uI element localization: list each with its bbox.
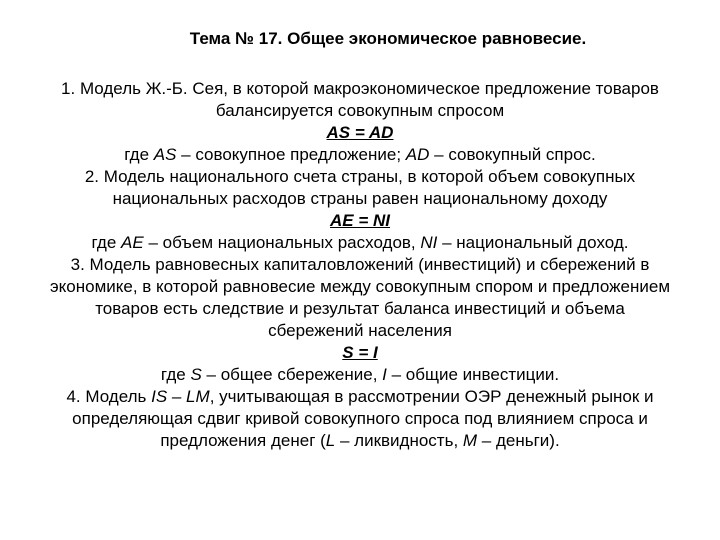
model-3-text-line-3: товаров есть следствие и результат баланса инвестиций и объема — [95, 299, 625, 318]
formula-as-ad: AS = AD — [326, 123, 394, 142]
definition-prefix: где — [91, 233, 122, 252]
definition-text: – ликвидность, — [335, 431, 463, 450]
definition-text: – объем национальных расходов, — [143, 233, 421, 252]
definition-text: – общее сбережение, — [201, 365, 383, 384]
definition-text: – национальный доход. — [437, 233, 629, 252]
model-4-prefix: 4. Модель — [66, 387, 152, 406]
term-l: L — [325, 431, 336, 450]
formula-ae-ni: AE = NI — [330, 211, 390, 230]
definition-prefix: где — [160, 365, 191, 384]
model-2-text-line-2: национальных расходов страны равен национальному доходу — [112, 189, 608, 208]
term-m: M — [462, 431, 478, 450]
definition-text: – совокупный спрос. — [429, 145, 596, 164]
term-s: S — [190, 365, 202, 384]
model-1-definition — [0, 144, 720, 165]
model-3-text-line-2: экономике, в которой равновесие между совокупным спором и предложением — [49, 277, 671, 296]
term-ad: AD — [405, 145, 430, 164]
slide-title: Тема № 17. Общее экономическое равновесие. — [189, 29, 587, 48]
model-4-text-line-3 — [0, 430, 720, 451]
definition-prefix: предложения денег ( — [160, 431, 326, 450]
term-is-lm: IS – LM — [151, 387, 210, 406]
model-3-definition — [0, 364, 720, 385]
definition-text: – совокупное предложение; — [176, 145, 406, 164]
term-ni: NI — [420, 233, 438, 252]
model-4-suffix: , учитывающая в рассмотрении ОЭР денежный рынок и — [209, 387, 654, 406]
model-4-text-line-2: определяющая сдвиг кривой совокупного спроса под влиянием спроса и — [72, 409, 648, 428]
term-as: AS — [153, 145, 177, 164]
definition-prefix: где — [124, 145, 154, 164]
formula-s-i: S = I — [342, 343, 378, 362]
model-4-text-line-1 — [0, 386, 720, 407]
model-1-text-line-2: балансируется совокупным спросом — [215, 101, 505, 120]
model-1-text-line-1: 1. Модель Ж.-Б. Сея, в которой макроэкономическое предложение товаров — [61, 79, 659, 98]
model-2-text-line-1: 2. Модель национального счета страны, в которой объем совокупных — [84, 167, 636, 186]
model-2-definition — [0, 232, 720, 253]
definition-text: – общие инвестиции. — [386, 365, 560, 384]
term-i: I — [382, 365, 387, 384]
term-ae: AE — [121, 233, 144, 252]
definition-text: – деньги). — [477, 431, 560, 450]
model-3-text-line-1: 3. Модель равновесных капиталовложений (инвестиций) и сбережений в — [70, 255, 650, 274]
model-3-text-line-4: сбережений населения — [268, 321, 452, 340]
